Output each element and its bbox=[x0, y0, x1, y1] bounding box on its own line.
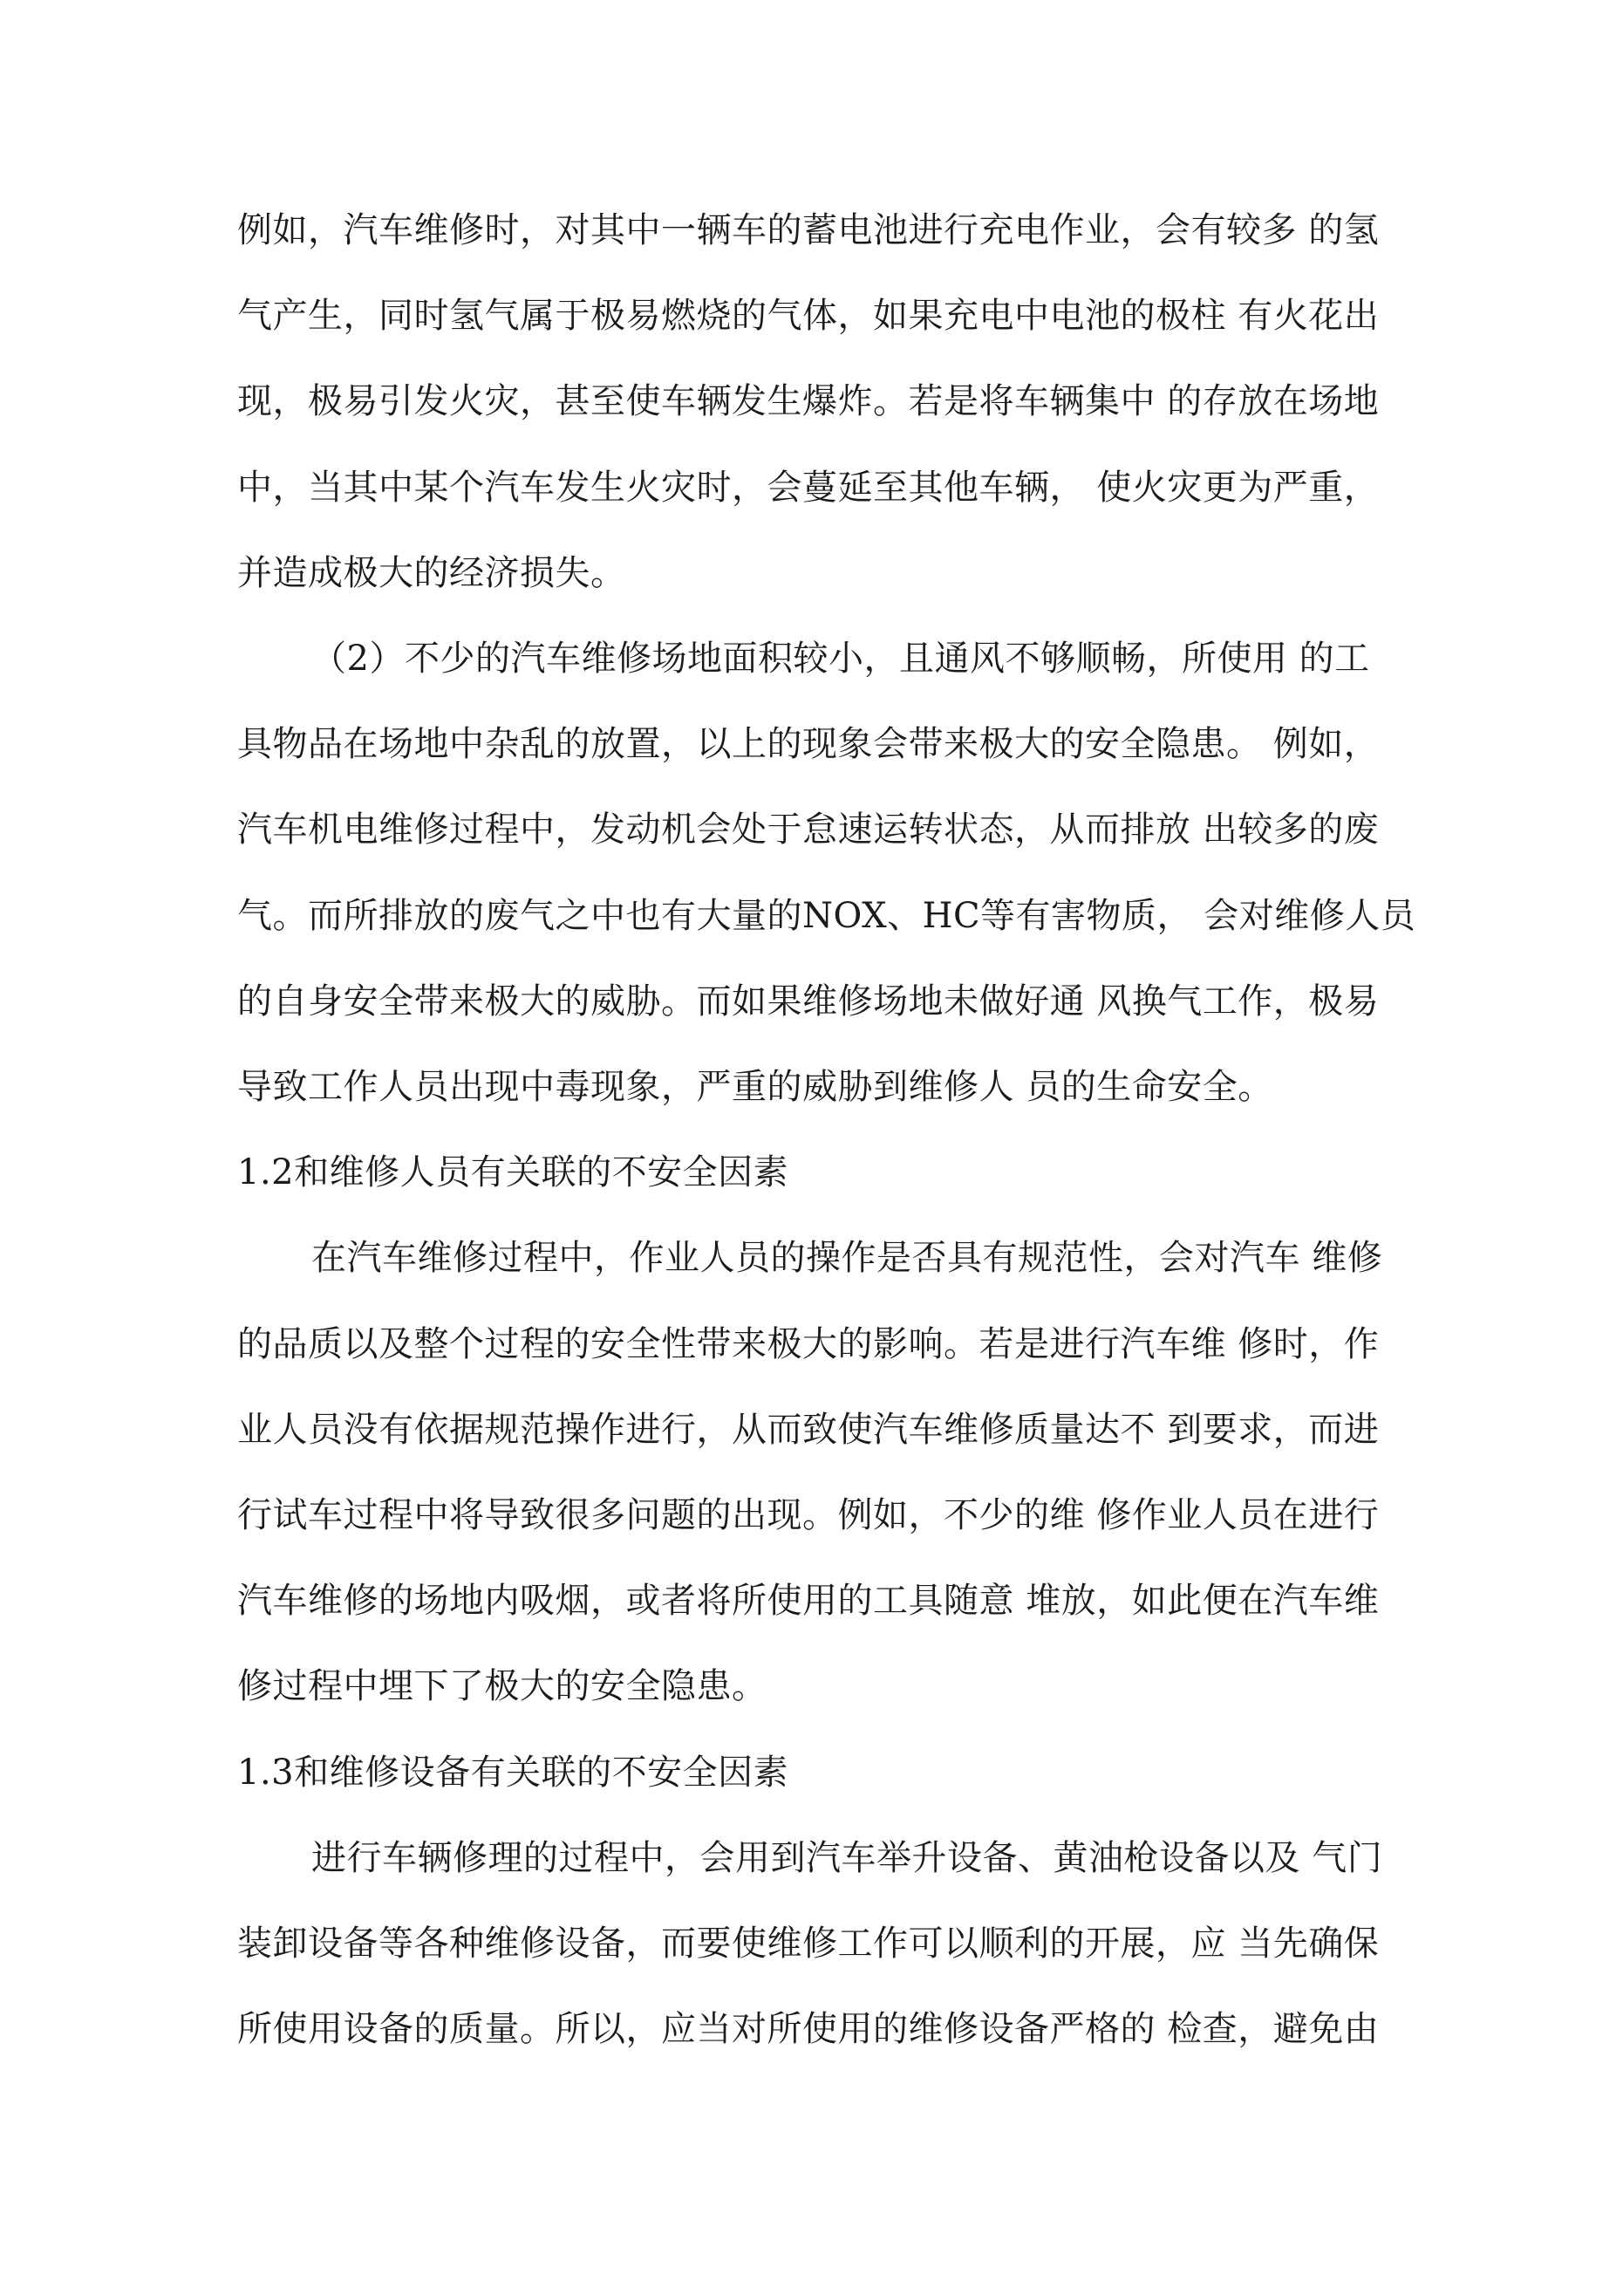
body-text-line: 业人员没有依据规范操作进行，从而致使汽车维修质量达不 到要求，而进 bbox=[237, 1410, 1380, 1450]
section-heading: 1.2和维修人员有关联的不安全因素 bbox=[237, 1152, 789, 1192]
body-text-line: 现，极易引发火灾，甚至使车辆发生爆炸。若是将车辆集中 的存放在场地 bbox=[237, 381, 1380, 421]
body-text-line: 气。而所排放的废气之中也有大量的NOX、HC等有害物质， 会对维修人员 bbox=[237, 896, 1416, 936]
body-text-line: 装卸设备等各种维修设备，而要使维修工作可以顺利的开展，应 当先确保 bbox=[237, 1924, 1380, 1964]
body-text-line: 导致工作人员出现中毒现象，严重的威胁到维修人 员的生命安全。 bbox=[237, 1067, 1273, 1107]
body-text-line: 的自身安全带来极大的威胁。而如果维修场地未做好通 风换气工作，极易 bbox=[237, 981, 1380, 1022]
body-text-line: 所使用设备的质量。所以，应当对所使用的维修设备严格的 检查，避免由 bbox=[237, 2009, 1380, 2049]
body-text-line: 具物品在场地中杂乱的放置，以上的现象会带来极大的安全隐患。 例如， bbox=[237, 724, 1380, 764]
body-text-line: 的品质以及整个过程的安全性带来极大的影响。若是进行汽车维 修时，作 bbox=[237, 1324, 1380, 1364]
body-text-line: 汽车维修的场地内吸烟，或者将所使用的工具随意 堆放，如此便在汽车维 bbox=[237, 1581, 1380, 1621]
paragraph-first-line: 进行车辆修理的过程中，会用到汽车举升设备、黄油枪设备以及 气门 bbox=[311, 1838, 1383, 1878]
body-text-line: 汽车机电维修过程中，发动机会处于怠速运转状态，从而排放 出较多的废 bbox=[237, 810, 1380, 850]
body-text-line: 修过程中埋下了极大的安全隐患。 bbox=[237, 1666, 767, 1706]
body-text-line: 中，当其中某个汽车发生火灾时，会蔓延至其他车辆， 使火灾更为严重， bbox=[237, 468, 1380, 508]
section-heading: 1.3和维修设备有关联的不安全因素 bbox=[237, 1753, 789, 1793]
body-text-line: 行试车过程中将导致很多问题的出现。例如，不少的维 修作业人员在进行 bbox=[237, 1495, 1380, 1535]
paragraph-first-line: （2）不少的汽车维修场地面积较小，且通风不够顺畅，所使用 的工 bbox=[311, 639, 1370, 679]
body-text-line: 例如，汽车维修时，对其中一辆车的蓄电池进行充电作业，会有较多 的氢 bbox=[237, 210, 1380, 250]
body-text-line: 并造成极大的经济损失。 bbox=[237, 553, 626, 593]
paragraph-first-line: 在汽车维修过程中，作业人员的操作是否具有规范性，会对汽车 维修 bbox=[311, 1238, 1383, 1278]
body-text-line: 气产生，同时氢气属于极易燃烧的气体，如果充电中电池的极柱 有火花出 bbox=[237, 296, 1380, 336]
